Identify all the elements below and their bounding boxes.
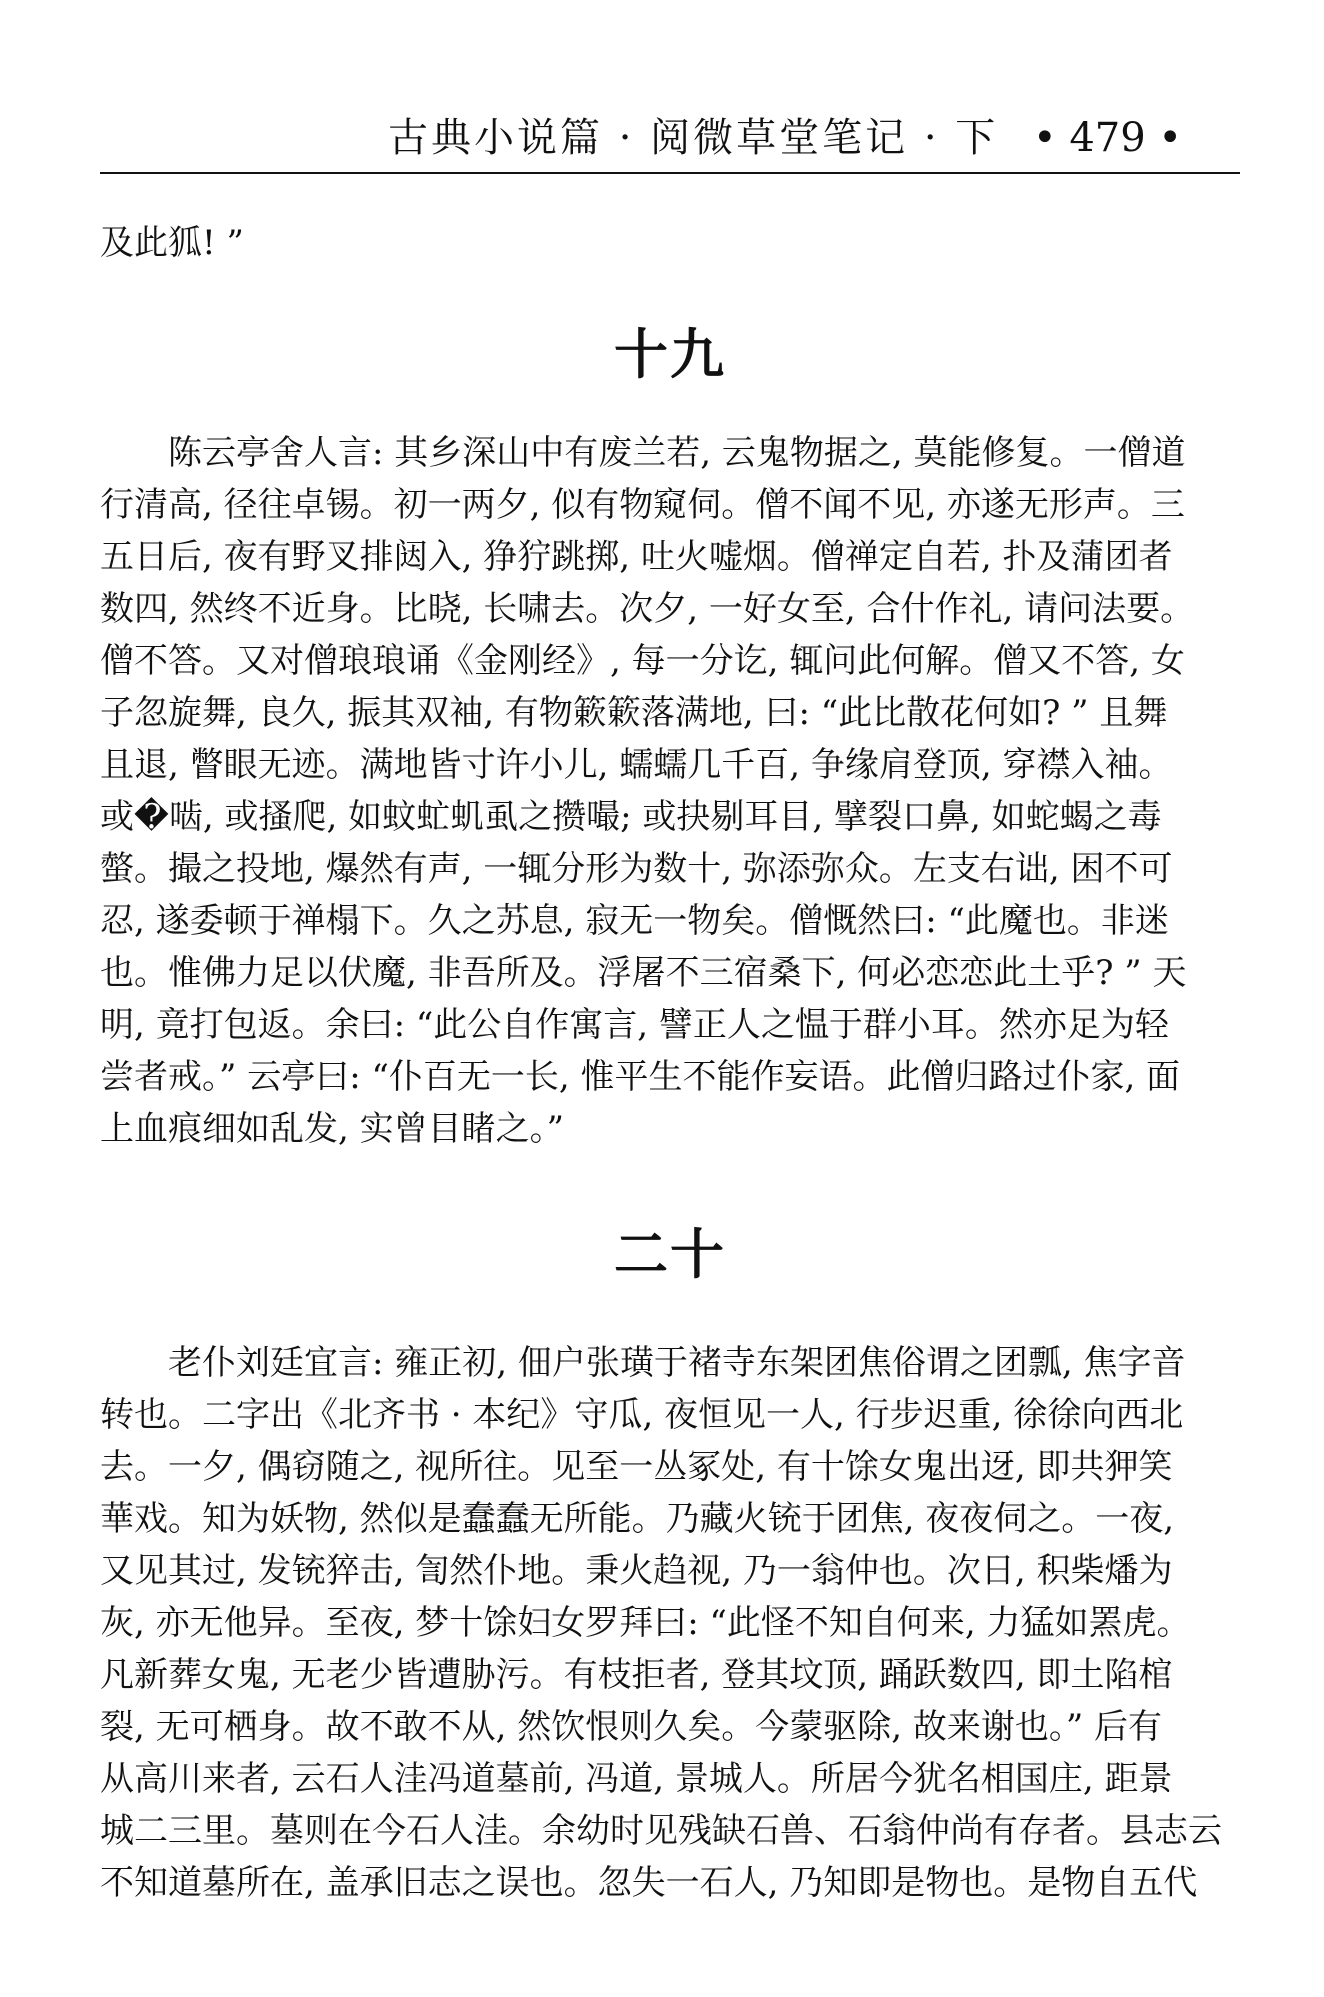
- text-line: 忍, 遂委顿于禅榻下。久之苏息, 寂无一物矣。僧慨然曰: “此魔也。非迷: [100, 901, 1169, 941]
- continuation-text: 及此狐! ”: [100, 223, 244, 263]
- text-line: 華戏。知为妖物, 然似是蠢蠢无所能。乃藏火铳于团焦, 夜夜伺之。一夜,: [100, 1499, 1175, 1539]
- section-19-paragraph: [100, 427, 1240, 1155]
- text-line: 也。惟佛力足以伏魔, 非吾所及。浮屠不三宿桑下, 何必恋恋此土乎? ” 天: [100, 953, 1187, 993]
- text-line: 上血痕细如乱发, 实曾目睹之。”: [100, 1109, 564, 1149]
- text-line: 灰, 亦无他异。至夜, 梦十馀妇女罗拜曰: “此怪不知自何来, 力猛如罴虎。: [100, 1603, 1191, 1643]
- text-line: 数四, 然终不近身。比晓, 长啸去。次夕, 一好女至, 合什作礼, 请问法要。: [100, 589, 1195, 629]
- section-20-paragraph: [100, 1337, 1240, 1909]
- text-line: 僧不答。又对僧琅琅诵《金刚经》, 每一分讫, 辄问此何解。僧又不答, 女: [100, 641, 1185, 681]
- text-line: 明, 竟打包返。余曰: “此公自作寓言, 譬正人之愠于群小耳。然亦足为轻: [100, 1005, 1169, 1045]
- text-line: 又见其过, 发铳猝击, 訇然仆地。秉火趋视, 乃一翁仲也。次日, 积柴燔为: [100, 1551, 1173, 1591]
- book-page: [100, 0, 1240, 1997]
- text-line: 不知道墓所在, 盖承旧志之误也。忽失一石人, 乃知即是物也。是物自五代: [100, 1863, 1198, 1903]
- text-line: 或�啮, 或搔爬, 如蚊虻虮虱之攒嘬; 或抉剔耳目, 擘裂口鼻, 如蛇蝎之毒: [100, 797, 1162, 837]
- text-line: 裂, 无可栖身。故不敢不从, 然饮恨则久矣。今蒙驱除, 故来谢也。” 后有: [100, 1707, 1163, 1747]
- section-heading-19: 十九: [614, 323, 726, 386]
- text-line: 城二三里。墓则在今石人洼。余幼时见残缺石兽、石翁仲尚有存者。县志云: [100, 1811, 1222, 1851]
- header-rule: [100, 172, 1240, 174]
- running-header: [100, 112, 1240, 172]
- text-line: 且退, 瞥眼无迹。满地皆寸许小儿, 蠕蠕几千百, 争缘肩登顶, 穿襟入袖。: [100, 745, 1173, 785]
- text-line: 五日后, 夜有野叉排闼入, 狰狞跳掷, 吐火嘘烟。僧禅定自若, 扑及蒲团者: [100, 537, 1173, 577]
- text-line: 转也。二字出《北齐书 · 本纪》守瓜, 夜恒见一人, 行步迟重, 徐徐向西北: [100, 1395, 1184, 1435]
- text-line: 去。一夕, 偶窃随之, 视所往。见至一丛冢处, 有十馀女鬼出迓, 即共狎笑: [100, 1447, 1173, 1487]
- text-line: 行清高, 径往卓锡。初一两夕, 似有物窥伺。僧不闻不见, 亦遂无形声。三: [100, 485, 1185, 525]
- text-line: 尝者戒。” 云亭曰: “仆百无一长, 惟平生不能作妄语。此僧归路过仆家, 面: [100, 1057, 1181, 1097]
- page-number: • 479 •: [1033, 115, 1182, 161]
- section-heading-20: 二十: [614, 1223, 726, 1286]
- text-line: 凡新葬女鬼, 无老少皆遭胁污。有枝拒者, 登其坟顶, 踊跃数四, 即土陷棺: [100, 1655, 1173, 1695]
- running-title: 古典小说篇 · 阅微草堂笔记 · 下: [388, 115, 999, 161]
- text-line: 子忽旋舞, 良久, 振其双袖, 有物簌簌落满地, 曰: “此比散花何如? ” 且舞: [100, 693, 1168, 733]
- text-line: 螫。撮之投地, 爆然有声, 一辄分形为数十, 弥添弥众。左支右诎, 困不可: [100, 849, 1173, 889]
- text-line: 从高川来者, 云石人洼冯道墓前, 冯道, 景城人。所居今犹名相国庄, 距景: [100, 1759, 1173, 1799]
- text-line: 老仆刘廷宜言: 雍正初, 佃户张璜于褚寺东架团焦俗谓之团瓢, 焦字音: [168, 1343, 1186, 1383]
- text-line: 陈云亭舍人言: 其乡深山中有废兰若, 云鬼物据之, 莫能修复。一僧道: [168, 433, 1186, 473]
